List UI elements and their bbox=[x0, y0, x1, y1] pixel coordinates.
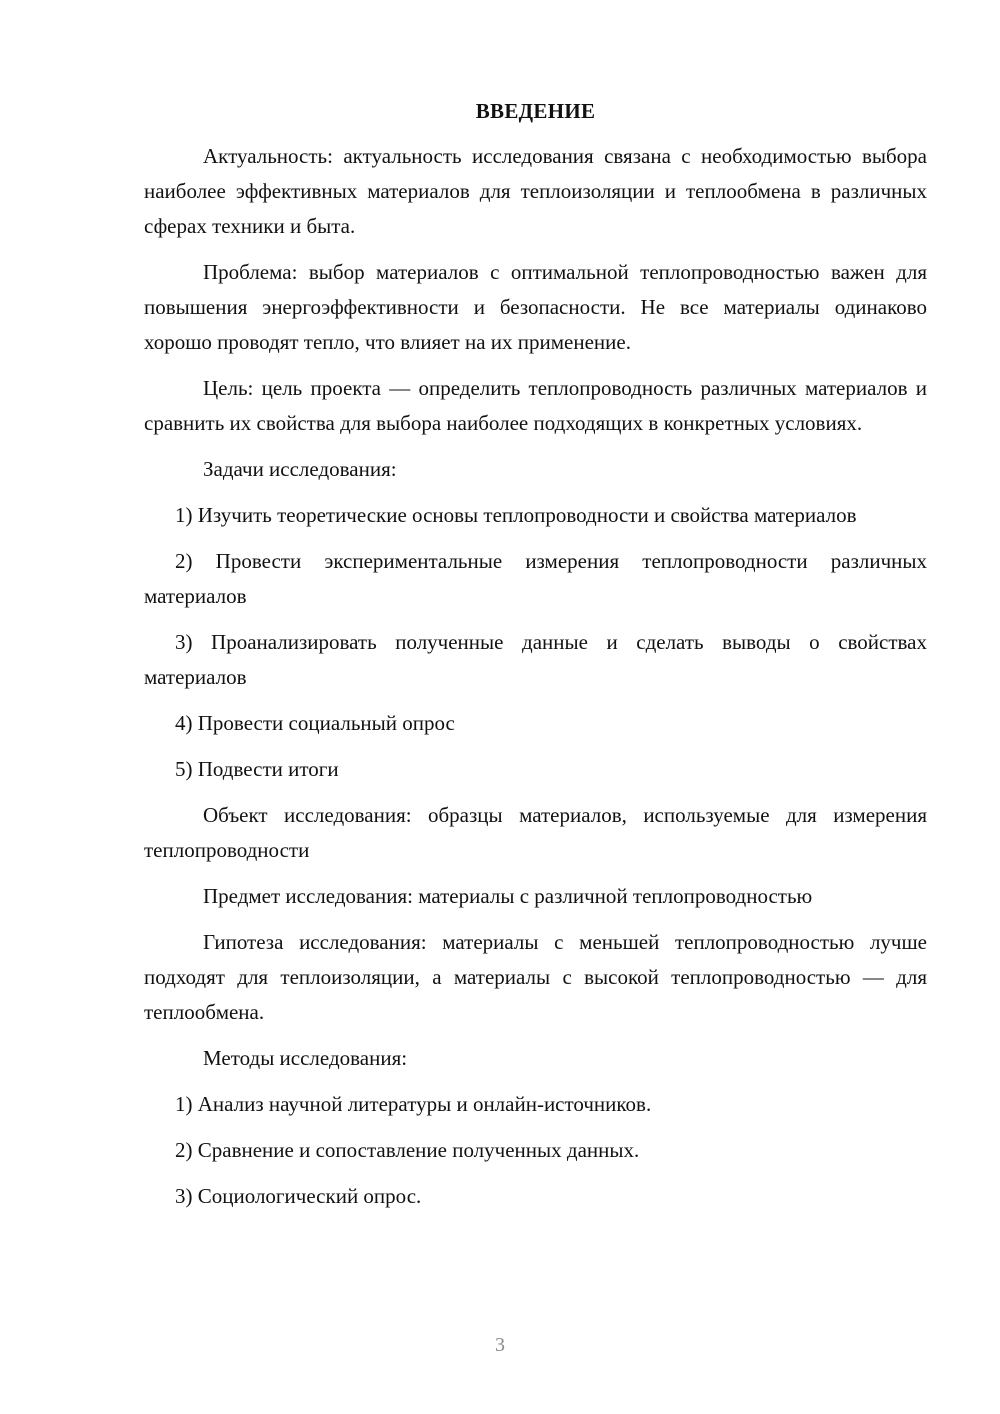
task-item-2: 2) Провести экспериментальные измерения теплопроводности различных материалов bbox=[144, 549, 927, 608]
method-item-2: 2) Сравнение и сопоставление полученных данных. bbox=[175, 1138, 640, 1162]
page-number: 3 bbox=[495, 1334, 505, 1356]
paragraph-tasks-intro: Задачи исследования: bbox=[203, 457, 397, 481]
task-item-3: 3) Проанализировать полученные данные и сделать выводы о свойствах материалов bbox=[144, 630, 927, 689]
document-page bbox=[144, 94, 927, 1225]
paragraph-relevance: Актуальность: актуальность исследования связана с необходимостью выбора наиболее эффективных материалов для теплоизоляции и теплообмена в различных сферах техники и быта. bbox=[144, 144, 927, 238]
paragraph-methods-intro: Методы исследования: bbox=[203, 1046, 408, 1070]
paragraph-problem: Проблема: выбор материалов с оптимальной теплопроводностью важен для повышения энергоэффективности и безопасности. Не все материалы одинаково хорошо проводят тепло, что влияет на их применение. bbox=[144, 260, 927, 354]
method-item-1: 1) Анализ научной литературы и онлайн-источников. bbox=[175, 1092, 652, 1116]
task-item-5: 5) Подвести итоги bbox=[175, 757, 339, 781]
paragraph-subject: Предмет исследования: материалы с различной теплопроводностью bbox=[203, 884, 813, 908]
task-item-1: 1) Изучить теоретические основы теплопроводности и свойства материалов bbox=[175, 503, 857, 527]
paragraph-goal: Цель: цель проекта — определить теплопроводность различных материалов и сравнить их свойства для выбора наиболее подходящих в конкретных условиях. bbox=[144, 376, 927, 435]
task-item-4: 4) Провести социальный опрос bbox=[175, 711, 455, 735]
section-heading: ВВЕДЕНИЕ bbox=[475, 99, 596, 123]
paragraph-hypothesis: Гипотеза исследования: материалы с меньшей теплопроводностью лучше подходят для теплоизоляции, а материалы с высокой теплопроводностью — для теплообмена. bbox=[144, 930, 927, 1024]
paragraph-object: Объект исследования: образцы материалов, используемые для измерения теплопроводности bbox=[144, 803, 927, 862]
method-item-3: 3) Социологический опрос. bbox=[175, 1184, 422, 1208]
